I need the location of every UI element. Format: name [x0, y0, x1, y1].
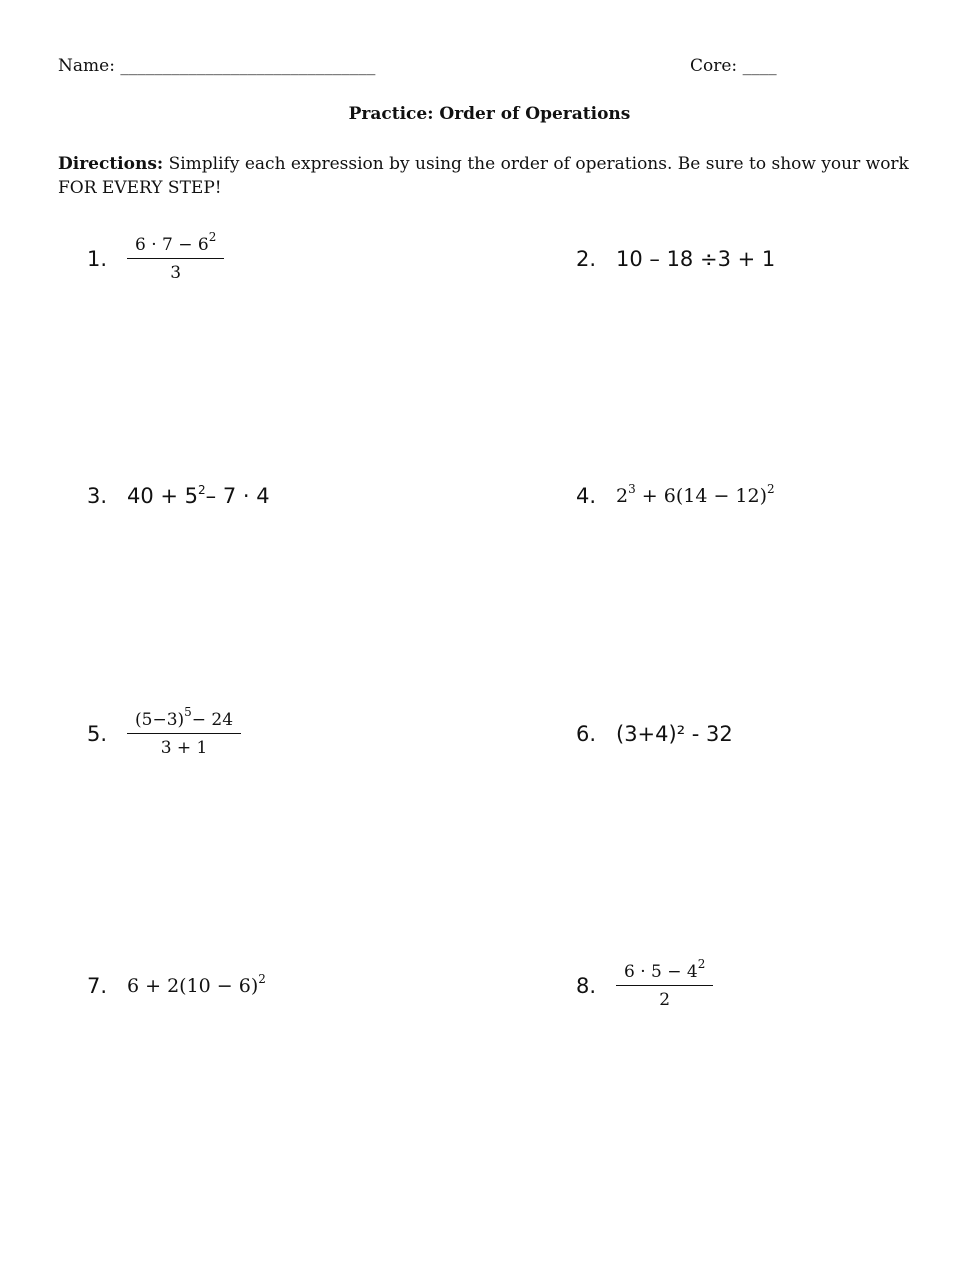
fraction [127, 230, 224, 283]
expression: (3+4)² - 32 [616, 722, 733, 746]
problem-8 [576, 956, 713, 1016]
numerator [127, 230, 224, 259]
directions [58, 152, 928, 200]
problem-number: 6. [576, 722, 597, 746]
problem-5 [87, 704, 241, 764]
name-blank: ______________________________ [120, 56, 376, 76]
problem-number: 4. [576, 484, 597, 508]
expression: 10 – 18 ÷3 + 1 [616, 247, 776, 271]
numerator [616, 957, 713, 986]
expression [616, 482, 775, 507]
exponent: 3 [628, 482, 636, 496]
expression-part: 2 [616, 485, 629, 507]
expression [127, 972, 266, 997]
numerator [127, 705, 241, 734]
problem-number: 2. [576, 247, 597, 271]
denominator: 3 [170, 263, 182, 283]
problem-2 [576, 229, 775, 289]
exponent: 2 [208, 230, 217, 244]
name-label: Name: [58, 56, 115, 76]
exponent: 2 [198, 483, 206, 497]
core-field [690, 56, 777, 76]
fraction [616, 957, 713, 1010]
problem-number: 5. [87, 722, 108, 746]
expression-part: 6 + 2(10 − 6) [127, 975, 259, 997]
exponent: 5 [184, 705, 192, 719]
problem-number: 8. [576, 974, 597, 998]
problem-4 [576, 466, 775, 526]
numerator-text: (5−3) [135, 710, 185, 730]
exponent: 2 [767, 482, 775, 496]
problem-number: 7. [87, 974, 108, 998]
core-label: Core: [690, 56, 738, 76]
problem-1 [87, 229, 224, 289]
numerator-text: 6 · 5 − 4 [624, 962, 698, 982]
expression-part: + 6(14 − 12) [635, 485, 767, 507]
fraction [127, 705, 241, 758]
numerator-text: − 24 [191, 710, 234, 730]
problem-6 [576, 704, 733, 764]
directions-text: Simplify each expression by using the order of operations. Be sure to show your work FOR EVERY STEP! [58, 154, 909, 198]
problem-number: 1. [87, 247, 108, 271]
problem-7 [87, 956, 266, 1016]
directions-label: Directions: [58, 154, 164, 174]
exponent: 2 [258, 972, 266, 986]
page-title: Practice: Order of Operations [348, 104, 631, 124]
problem-number: 3. [87, 484, 108, 508]
name-field [58, 56, 375, 76]
denominator: 3 + 1 [160, 738, 208, 758]
core-blank: ____ [742, 56, 777, 76]
exponent: 2 [697, 957, 706, 971]
expression-part: – 7 · 4 [205, 484, 270, 508]
problem-3 [87, 466, 270, 526]
expression [127, 484, 270, 508]
numerator-text: 6 · 7 − 6 [135, 235, 209, 255]
expression-part: 40 + 5 [127, 484, 199, 508]
denominator: 2 [659, 990, 671, 1010]
